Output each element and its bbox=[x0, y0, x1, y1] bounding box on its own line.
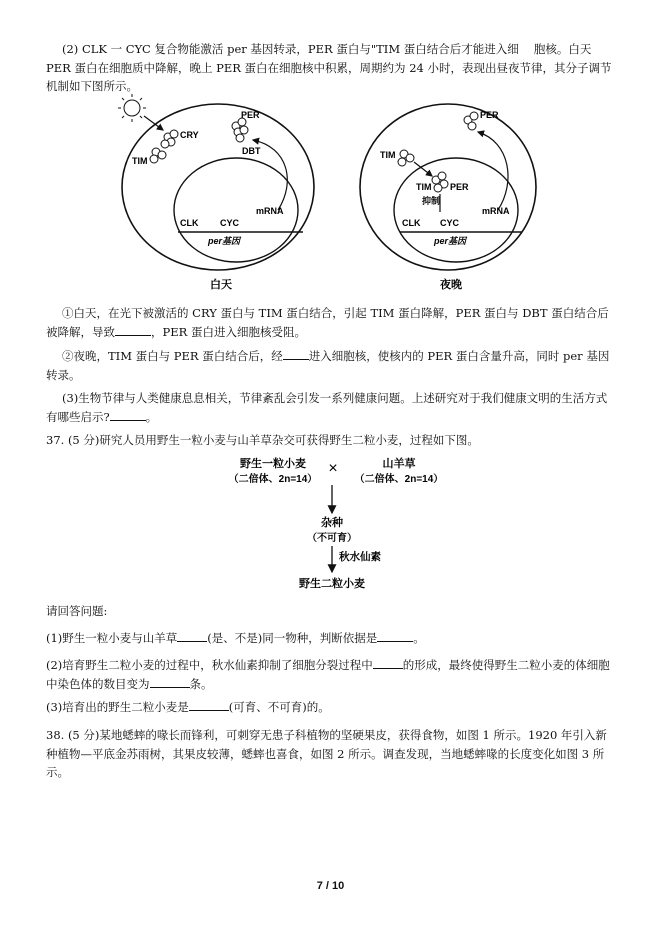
gene-label: per基因 bbox=[208, 236, 241, 246]
dbt-label: DBT bbox=[242, 146, 261, 156]
cyc-label: CYC bbox=[220, 218, 240, 228]
mrna-label: mRNA bbox=[256, 206, 284, 216]
night-mrna-label: mRNA bbox=[482, 206, 510, 216]
q38: 38. (5 分)某地蟋蟀的喙长而锋利，可刺穿无患子科植物的坚硬果皮，获得食物，如图 1 所示。1920 年引入新种植物—平底金苏雨树，其果皮较薄，蟋蟀也喜食，如图 2 所示。调查发现，当地蟋蟀喙的长度变化如图 3 所示。 bbox=[46, 728, 607, 779]
parent1-name: 野生一粒小麦 bbox=[240, 458, 306, 470]
q37-intro: 37. (5 分)研究人员用野生一粒小麦与山羊草杂交可获得野生二粒小麦，过程如下图。 bbox=[46, 433, 479, 447]
circadian-figure bbox=[118, 92, 538, 292]
page-number: 7 / 10 bbox=[316, 880, 345, 892]
q37-3: (3)培育出的野生二粒小麦是 (可育、不可育)的。 bbox=[46, 700, 330, 714]
night-per2-label: PER bbox=[450, 182, 469, 192]
cry-label: CRY bbox=[180, 130, 199, 140]
clk-label: CLK bbox=[180, 218, 199, 228]
day-label: 白天 bbox=[210, 279, 232, 291]
inhibit-label: 抑制 bbox=[422, 196, 441, 206]
parent2-info: （二倍体、2n=14） bbox=[354, 474, 444, 485]
hybrid-info: （不可育） bbox=[307, 533, 357, 544]
q37-1: (1)野生一粒小麦与山羊草 (是、不是)同一物种，判断依据是 。 bbox=[46, 631, 425, 645]
night-tim-label: TIM bbox=[380, 150, 396, 160]
cross-diagram bbox=[225, 455, 455, 595]
per-label: PER bbox=[241, 110, 260, 120]
hybrid-label: 杂种 bbox=[321, 517, 343, 529]
sun-icon bbox=[118, 94, 146, 122]
night-per-label: PER bbox=[480, 110, 499, 120]
parent1-info: （二倍体、2n=14） bbox=[228, 474, 318, 485]
night-cyc-label: CYC bbox=[440, 218, 460, 228]
night-tim2-label: TIM bbox=[416, 182, 432, 192]
night-label: 夜晚 bbox=[440, 279, 462, 291]
tim-label: TIM bbox=[132, 156, 148, 166]
q37-2: (2)培育野生二粒小麦的过程中，秋水仙素抑制了细胞分裂过程中 的形成，最终使得野生二粒小麦的体细胞中染色体的数目变为 条。 bbox=[46, 658, 610, 691]
q37-prompt: 请回答问题: bbox=[46, 604, 108, 618]
parent2-name: 山羊草 bbox=[382, 458, 416, 470]
q2-intro: (2) CLK 一 CYC 复合物能激活 per 基因转录，PER 蛋白与"TIM 蛋白结合后才能进入细 胞核。白天 PER 蛋白在细胞质中降解，晚上 PER 蛋白在细胞核中积累，周期约为 24 小时，表现出昼夜节律，其分子调节机制如下图所示。 bbox=[46, 42, 612, 93]
night-clk-label: CLK bbox=[402, 218, 421, 228]
result-label: 野生二粒小麦 bbox=[299, 578, 365, 590]
q2-2: ②夜晚，TIM 蛋白与 PER 蛋白结合后，经 进入细胞核，使核内的 PER 蛋白含量升高，同时 per 基因转录。 bbox=[46, 349, 610, 382]
q2-1: ①白天，在光下被激活的 CRY 蛋白与 TIM 蛋白结合，引起 TIM 蛋白降解，PER 蛋白与 DBT 蛋白结合后被降解，导致 ，PER 蛋白进入细胞核受阻。 bbox=[46, 306, 609, 339]
treatment-label: 秋水仙素 bbox=[339, 551, 381, 563]
cross-symbol: × bbox=[328, 460, 338, 477]
night-gene-label: per基因 bbox=[434, 236, 467, 246]
q3: (3)生物节律与人类健康息息相关，节律紊乱会引发一系列健康问题。上述研究对于我们健康文明的生活方式有哪些启示? 。 bbox=[46, 391, 608, 424]
